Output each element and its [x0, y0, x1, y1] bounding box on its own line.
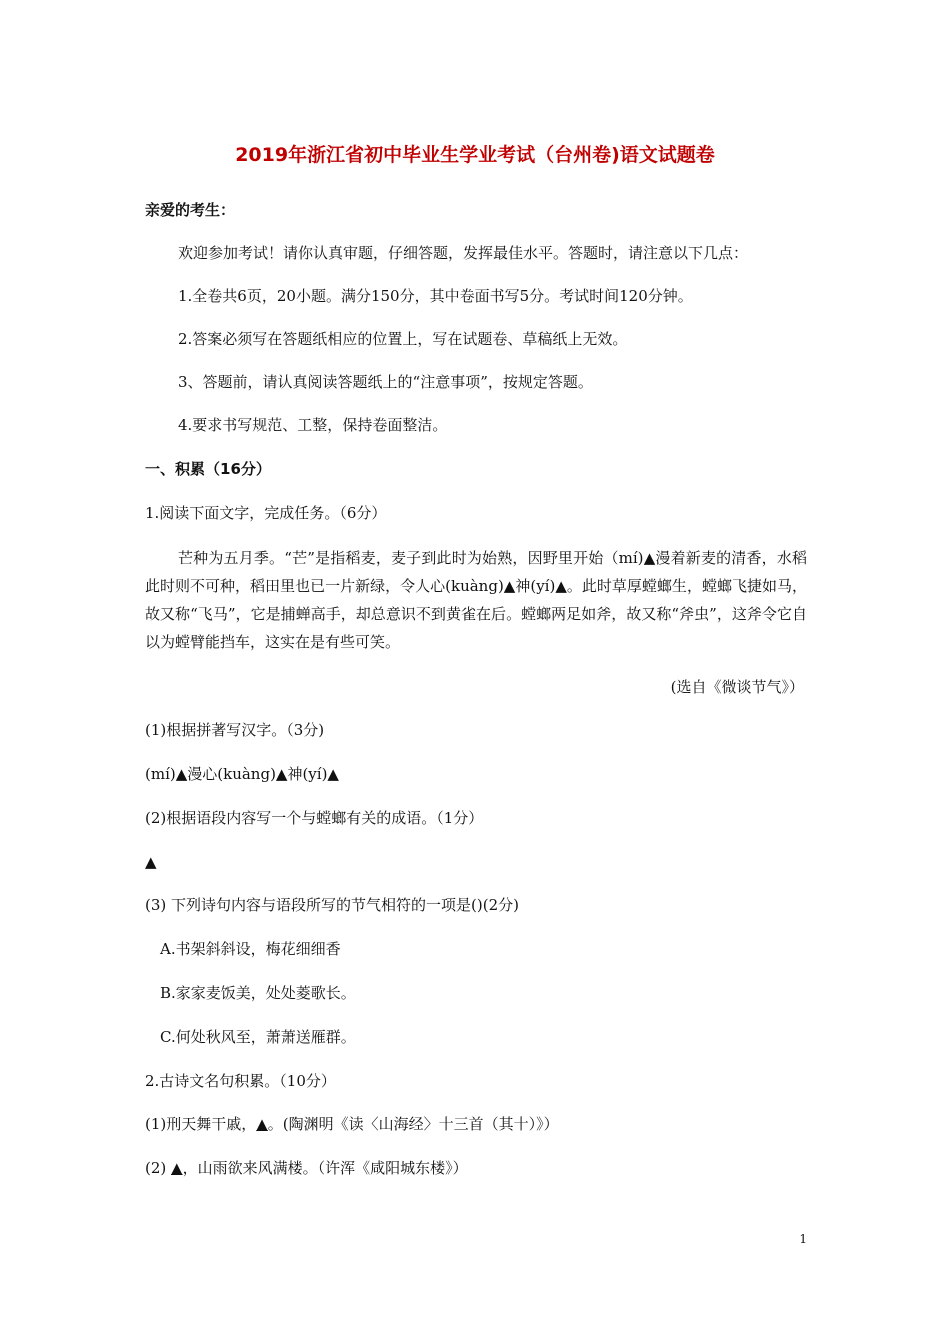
option-b: B.家家麦饭美，处处菱歌长。: [160, 984, 356, 1002]
subquestion-2: (2)根据语段内容写一个与螳螂有关的成语。（1分）: [145, 809, 484, 827]
subquestion-1-blanks: (mí)▲漫心(kuàng)▲神(yí)▲: [145, 765, 339, 783]
section-heading: 一、积累（16分）: [145, 460, 271, 478]
poem-line-1: [145, 1114, 559, 1134]
poem-line-2-start: (2): [145, 1159, 172, 1177]
subquestion-3: (3) 下列诗句内容与语段所写的节气相符的一项是()(2分): [145, 896, 519, 914]
passage-source: (选自《微谈节气》）: [670, 678, 804, 696]
answer-blank-triangle: ▲: [145, 853, 157, 871]
question-2-heading: 2.古诗文名句积累。（10分）: [145, 1072, 336, 1090]
rule-item: 4.要求书写规范、工整，保持卷面整洁。: [178, 416, 448, 434]
exam-title: 2019年浙江省初中毕业生学业考试（台州卷)语文试题卷: [235, 144, 715, 166]
subquestion-1: (1)根据拼著写汉字。（3分): [145, 721, 325, 739]
rule-item: 1.全卷共6页，20小题。满分150分，其中卷面书写5分。考试时间120分钟。: [178, 287, 693, 305]
answer-blank-triangle: ▲: [171, 1159, 183, 1177]
option-c: C.何处秋风至，萧萧送雁群。: [160, 1028, 356, 1046]
poem-line-1-end: 。(陶渊明《读〈山海经〉十三首（其十）》）: [267, 1115, 559, 1133]
rule-item: 2.答案必须写在答题纸相应的位置上，写在试题卷、草稿纸上无效。: [178, 330, 628, 348]
poem-line-2: [145, 1158, 468, 1178]
page-number: 1: [799, 1232, 807, 1246]
reading-passage: 芒种为五月季。“芒”是指稻麦，麦子到此时为始熟，因野里开始（mí)▲漫着新麦的清香，水稻此时则不可种，稻田里也已一片新绿，令人心(kuàng)▲神(yí)▲。此时草厚螳螂生，螳螂飞捷如马，故又称“飞马”，它是捕蝉高手，却总意识不到黄雀在后。螳螂两足如斧，故又称“斧虫”，这斧令它自以为螳臂能挡车，这实在是有些可笑。: [145, 549, 807, 651]
option-a: A.书架斜斜设，梅花细细香: [160, 940, 341, 958]
rule-item: 3、答题前，请认真阅读答题纸上的“注意事项”，按规定答题。: [178, 373, 593, 391]
poem-line-2-end: ，山雨欲来风满楼。（许浑《咸阳城东楼》）: [182, 1159, 468, 1177]
greeting: 亲爱的考生：: [145, 201, 236, 219]
poem-line-1-start: (1)刑天舞干戚，: [145, 1115, 257, 1133]
intro-text: 欢迎参加考试！请你认真审题，仔细答题，发挥最佳水平。答题时，请注意以下几点：: [178, 244, 749, 262]
question-1-heading: 1.阅读下面文字，完成任务。（6分）: [145, 504, 387, 522]
answer-blank-triangle: ▲: [256, 1115, 268, 1133]
